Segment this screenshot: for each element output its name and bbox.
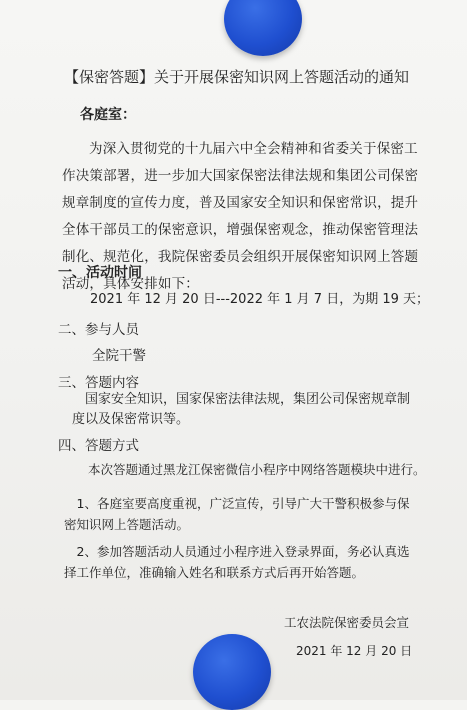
signature-date: 2021 年 12 月 20 日	[296, 644, 413, 658]
quiz-content: 国家安全知识，国家保密法律法规，集团公司保密规章制度以及保密常识等。	[72, 392, 411, 427]
notice-title: 【保密答题】关于开展保密知识网上答题活动的通知	[64, 68, 410, 86]
instruction-item-1: 1、各庭室要高度重视，广泛宣传，引导广大干警积极参与保密知识网上答题活动。	[64, 496, 410, 532]
quiz-method: 本次答题通过黑龙江保密微信小程序中网络答题模块中进行。	[88, 462, 426, 477]
instruction-item-2: 2、参加答题活动人员通过小程序进入登录界面，务必认真选择工作单位，准确输入姓名和联系方式后再开始答题。	[64, 544, 410, 580]
section-4-heading: 四、答题方式	[58, 438, 139, 454]
activity-dates: 2021 年 12 月 20 日---2022 年 1 月 7 日，为期 19 天；	[90, 292, 429, 307]
section-3-heading: 三、答题内容	[58, 375, 139, 391]
signature: 工农法院保密委员会宣	[284, 615, 410, 630]
intro-paragraph: 为深入贯彻党的十九届六中全会精神和省委关于保密工作决策部署，进一步加大国家保密法律法规和集团公司保密规章制度的宣传力度，普及国家安全知识和保密常识，提升全体干部员工的保密意识，增强保密观念，推动保密管理法制化、规范化，我院保密委员会组织开展保密知识网上答题活动，具体安排如下：	[62, 141, 419, 292]
blue-magnet-bottom	[193, 634, 271, 710]
blue-magnet-top	[224, 0, 302, 56]
greeting: 各庭室：	[80, 107, 136, 123]
section-1-heading: 一、活动时间	[58, 265, 142, 281]
participants: 全院干警	[92, 348, 146, 364]
section-2-heading: 二、参与人员	[58, 322, 139, 338]
